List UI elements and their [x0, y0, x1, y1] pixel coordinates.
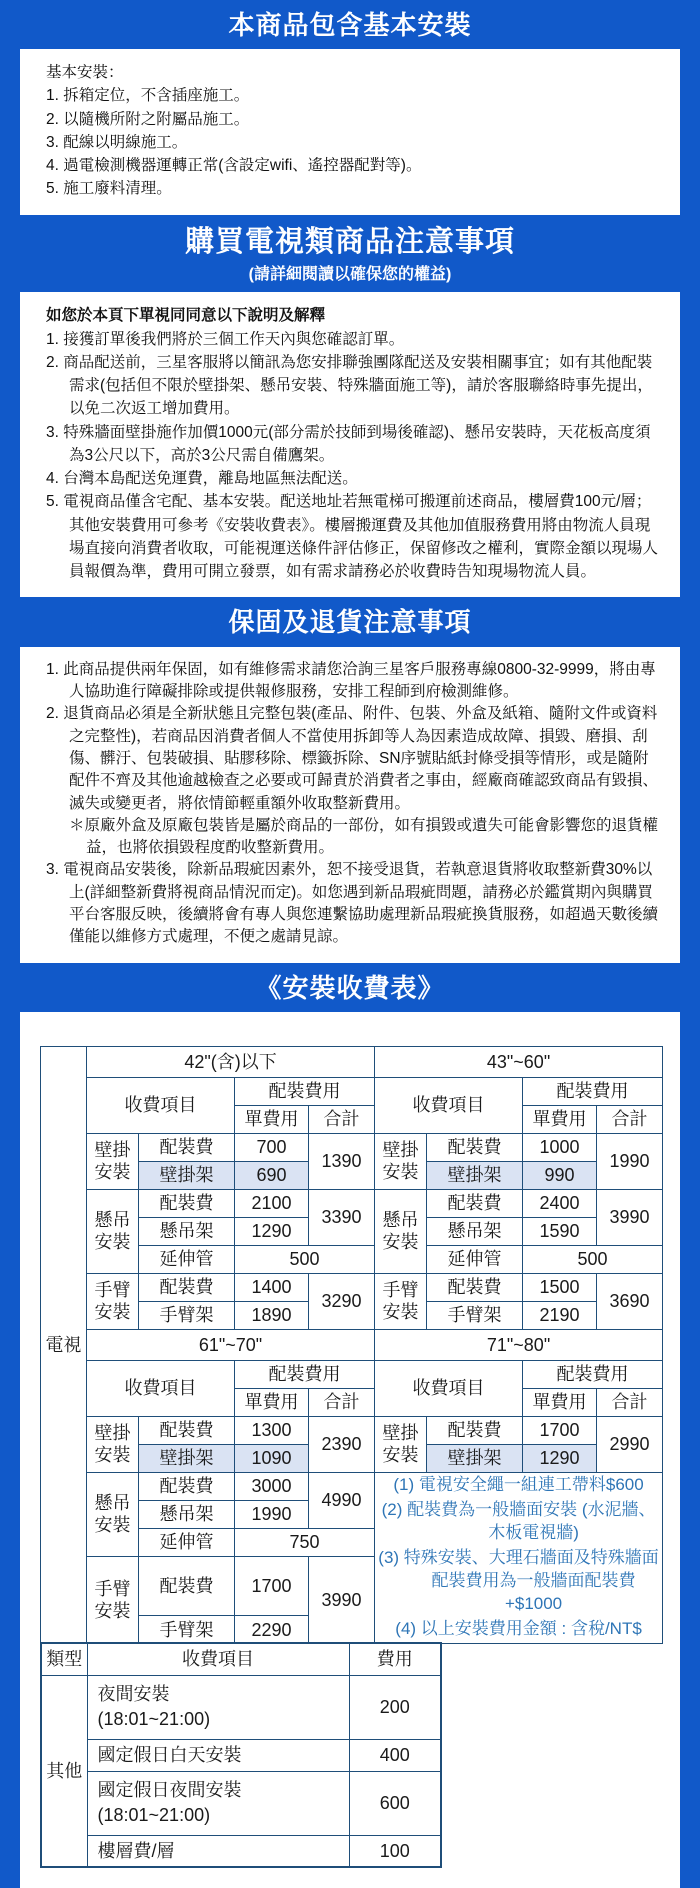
g3-wall-total: 2990	[597, 1416, 663, 1472]
tv-notice-item: 2. 商品配送前，三星客服將以簡訊為您安排聯強團隊配送及安裝相關事宜；如有其他配裝需求(包括但不限於壁掛架、懸吊安裝、特殊牆面施工等)，請於客服聯絡時事先提出，以免二次返工增加費用。	[46, 353, 653, 418]
banner-title-warranty: 保固及退貨注意事項	[228, 607, 472, 638]
wall-bracket-label: 壁掛架	[427, 1444, 523, 1472]
g3-wall-bracket: 1290	[523, 1444, 597, 1472]
fee-note: (1) 電視安全繩一組連工帶料$600	[393, 1474, 644, 1494]
mount-fee-label: 配裝費	[139, 1133, 235, 1161]
col-header-fee: 配裝費用	[523, 1077, 663, 1105]
fee-note: (4) 以上安裝費用金額 : 含稅/NT$	[395, 1618, 642, 1638]
g3-wall-fee: 1700	[523, 1416, 597, 1444]
arm-bracket-label: 手臂架	[139, 1301, 235, 1329]
mount-fee-label: 配裝費	[139, 1416, 235, 1444]
panel-basic-install	[20, 49, 680, 215]
col-header-item: 收費項目	[87, 1077, 235, 1133]
basic-install-heading: 基本安裝：	[46, 64, 124, 82]
g1-ceil-total: 3990	[597, 1189, 663, 1245]
wall-install-label: 壁掛安裝	[87, 1133, 139, 1189]
g2-ceil-total: 4990	[309, 1472, 375, 1528]
other-fee-holiday-day: 400	[349, 1739, 441, 1771]
size-header-71-80: 71"~80"	[375, 1329, 663, 1360]
col-header-item: 收費項目	[87, 1360, 235, 1416]
ceiling-bracket-label: 懸吊架	[427, 1217, 523, 1245]
g0-wall-bracket: 690	[235, 1161, 309, 1189]
g0-ceil-bracket: 1290	[235, 1217, 309, 1245]
panel-warranty	[20, 647, 680, 963]
mount-fee-label: 配裝費	[427, 1416, 523, 1444]
other-type-header: 類型	[41, 1643, 87, 1675]
g1-wall-total: 1990	[597, 1133, 663, 1189]
fee-note: (2) 配裝費為一般牆面安裝 (水泥牆、木板電視牆)	[381, 1499, 656, 1542]
fee-table-main	[40, 1046, 663, 1645]
g1-ext-fee: 500	[523, 1245, 663, 1273]
other-item-header: 收費項目	[87, 1643, 349, 1675]
arm-bracket-label: 手臂架	[139, 1616, 235, 1644]
mount-fee-label: 配裝費	[139, 1273, 235, 1301]
banner-title-fee-table: 《安裝收費表》	[255, 972, 445, 1003]
other-item-time: (18:01~21:00)	[97, 1709, 211, 1730]
g0-wall-total: 1390	[309, 1133, 375, 1189]
other-fee-night: 200	[349, 1675, 441, 1739]
g2-arm-total: 3990	[309, 1556, 375, 1644]
g2-wall-bracket: 1090	[235, 1444, 309, 1472]
mount-fee-label: 配裝費	[427, 1189, 523, 1217]
wall-bracket-label: 壁掛架	[427, 1161, 523, 1189]
col-header-unit: 單費用	[523, 1105, 597, 1133]
g1-arm-total: 3690	[597, 1273, 663, 1329]
g0-wall-fee: 700	[235, 1133, 309, 1161]
tv-notice-item: 4. 台灣本島配送免運費，離島地區無法配送。	[46, 470, 358, 488]
panel-tv-notice	[20, 292, 680, 597]
col-header-item: 收費項目	[375, 1077, 523, 1133]
other-item-name: 國定假日白天安裝	[97, 1744, 242, 1765]
basic-install-item: 3. 配線以明線施工。	[46, 133, 188, 151]
warranty-item: 3. 電視商品安裝後，除新品瑕疵因素外，恕不接受退貨，若執意退貨將收取整新費30%以上(詳細整新費將視商品情況而定)。如您遇到新品瑕疵問題，請務必於鑑賞期內與購買平台客服反映，後續將會有專人與您連繫協助處理新品瑕疵換貨服務，如超過天數後續僅能以維修方式處理，不便之處請見諒。	[46, 861, 659, 946]
size-header-43-60: 43"~60"	[375, 1046, 663, 1077]
ceiling-bracket-label: 懸吊架	[139, 1217, 235, 1245]
fee-table-other	[40, 1642, 442, 1868]
other-item-night	[87, 1675, 349, 1739]
banner-subtitle-tv-notice: (請詳細閱讀以確保您的權益)	[248, 266, 452, 284]
g2-ceil-bracket: 1990	[235, 1500, 309, 1528]
g1-ceil-fee: 2400	[523, 1189, 597, 1217]
g1-arm-fee: 1500	[523, 1273, 597, 1301]
g1-wall-fee: 1000	[523, 1133, 597, 1161]
g2-arm-fee: 1700	[235, 1556, 309, 1616]
fee-note: (3) 特殊安裝、大理石牆面及特殊牆面配裝費用為一般牆面配裝費+$1000	[378, 1547, 659, 1613]
arm-install-label: 手臂安裝	[375, 1273, 427, 1329]
warranty-item: 1. 此商品提供兩年保固，如有維修需求請您洽詢三星客戶服務專線0800-32-9999，將由專人協助進行障礙排除或提供報修服務，安排工程師到府檢測維修。	[46, 660, 656, 700]
basic-install-item: 4. 過電檢測機器運轉正常(含設定wifi、遙控器配對等)。	[46, 157, 422, 175]
other-item-name: 樓層費/層	[97, 1840, 175, 1861]
fee-notes-block	[375, 1472, 663, 1644]
wall-install-label: 壁掛安裝	[375, 1133, 427, 1189]
col-header-fee: 配裝費用	[235, 1077, 375, 1105]
banner-title-basic-install: 本商品包含基本安裝	[228, 10, 472, 40]
col-header-total: 合計	[597, 1388, 663, 1416]
ext-pipe-label: 延伸管	[139, 1528, 235, 1556]
tv-notice-item: 3. 特殊牆面壁掛施作加價1000元(部分需於技師到場後確認)、懸吊安裝時，天花板高度須為3公尺以下，高於3公尺需自備鷹架。	[46, 423, 651, 464]
g1-ceil-bracket: 1590	[523, 1217, 597, 1245]
wall-install-label: 壁掛安裝	[87, 1416, 139, 1472]
ceiling-install-label: 懸吊安裝	[375, 1189, 427, 1273]
col-header-unit: 單費用	[235, 1388, 309, 1416]
other-item-name: 國定假日夜間安裝	[97, 1780, 242, 1801]
tv-notice-item: 5. 電視商品僅含宅配、基本安裝。配送地址若無電梯可搬運前述商品，樓層費100元/層；其他安裝費用可參考《安裝收費表》。樓層搬運費及其他加值服務費用將由物流人員現場直接向消費者收取，可能視運送條件評估修正，保留修改之權利，實際金額以現場人員報價為準，費用可開立發票，如有需求請務必於收費時告知現場物流人員。	[46, 493, 659, 581]
wall-bracket-label: 壁掛架	[139, 1161, 235, 1189]
col-header-total: 合計	[309, 1388, 375, 1416]
other-fee-floor: 100	[349, 1835, 441, 1867]
ceiling-install-label: 懸吊安裝	[87, 1472, 139, 1556]
mount-fee-label: 配裝費	[427, 1133, 523, 1161]
basic-install-item: 5. 施工廢料清理。	[46, 180, 172, 198]
tv-corner-label: 電視	[41, 1046, 87, 1644]
other-item-holiday-night	[87, 1771, 349, 1835]
wall-install-label: 壁掛安裝	[375, 1416, 427, 1472]
g2-ext-fee: 750	[235, 1528, 375, 1556]
g2-wall-total: 2390	[309, 1416, 375, 1472]
mount-fee-label: 配裝費	[427, 1273, 523, 1301]
other-fee-holiday-night: 600	[349, 1771, 441, 1835]
mount-fee-label: 配裝費	[139, 1556, 235, 1616]
g2-arm-bracket: 2290	[235, 1616, 309, 1644]
col-header-unit: 單費用	[523, 1388, 597, 1416]
tv-notice-intro: 如您於本頁下單視同同意以下說明及解釋	[46, 307, 326, 325]
other-item-name: 夜間安裝	[97, 1684, 170, 1705]
arm-bracket-label: 手臂架	[427, 1301, 523, 1329]
other-item-holiday-day	[87, 1739, 349, 1771]
col-header-fee: 配裝費用	[523, 1360, 663, 1388]
panel-fee-table	[20, 1012, 680, 1888]
other-item-time: (18:01~21:00)	[97, 1805, 211, 1826]
col-header-total: 合計	[597, 1105, 663, 1133]
other-fee-header: 費用	[349, 1643, 441, 1675]
size-header-42: 42"(含)以下	[87, 1046, 375, 1077]
ceiling-install-label: 懸吊安裝	[87, 1189, 139, 1273]
col-header-fee: 配裝費用	[235, 1360, 375, 1388]
basic-install-item: 2. 以隨機所附之附屬品施工。	[46, 110, 250, 128]
warranty-item: 2. 退貨商品必須是全新狀態且完整包裝(產品、附件、包裝、外盒及紙箱、隨附文件或資料之完整性)，若商品因消費者個人不當使用拆卸等人為因素造成故障、損毀、磨損、刮傷、髒汙、包裝破損、貼膠移除、標籤拆除、SN序號貼紙封條受損等情形，或是隨附配件不齊及其他逾越檢查之必要或可歸責於消費者之事由，經廠商確認致商品有毀損、滅失或變更者，將依情節輕重額外收取整新費用。	[46, 705, 659, 812]
col-header-item: 收費項目	[375, 1360, 523, 1416]
arm-install-label: 手臂安裝	[87, 1556, 139, 1644]
g0-arm-fee: 1400	[235, 1273, 309, 1301]
basic-install-item: 1. 拆箱定位，不含插座施工。	[46, 87, 250, 105]
col-header-unit: 單費用	[235, 1105, 309, 1133]
other-type-label: 其他	[41, 1675, 87, 1867]
g0-ceil-total: 3390	[309, 1189, 375, 1245]
g1-wall-bracket: 990	[523, 1161, 597, 1189]
banner-title-tv-notice: 購買電視類商品注意事項	[184, 225, 515, 258]
size-header-61-70: 61"~70"	[87, 1329, 375, 1360]
mount-fee-label: 配裝費	[139, 1472, 235, 1500]
g2-ceil-fee: 3000	[235, 1472, 309, 1500]
ext-pipe-label: 延伸管	[427, 1245, 523, 1273]
warranty-note-star: ＊原廠外盒及原廠包裝皆是屬於商品的一部份，如有損毀或遺失可能會影響您的退貨權益，也將依損毀程度酌收整新費用。	[69, 816, 659, 857]
g0-arm-total: 3290	[309, 1273, 375, 1329]
g2-wall-fee: 1300	[235, 1416, 309, 1444]
ceiling-bracket-label: 懸吊架	[139, 1500, 235, 1528]
g0-ext-fee: 500	[235, 1245, 375, 1273]
mount-fee-label: 配裝費	[139, 1189, 235, 1217]
tv-notice-item: 1. 接獲訂單後我們將於三個工作天內與您確認訂單。	[46, 330, 405, 348]
ext-pipe-label: 延伸管	[139, 1245, 235, 1273]
other-item-floor	[87, 1835, 349, 1867]
wall-bracket-label: 壁掛架	[139, 1444, 235, 1472]
g0-ceil-fee: 2100	[235, 1189, 309, 1217]
g1-arm-bracket: 2190	[523, 1301, 597, 1329]
g0-arm-bracket: 1890	[235, 1301, 309, 1329]
arm-install-label: 手臂安裝	[87, 1273, 139, 1329]
col-header-total: 合計	[309, 1105, 375, 1133]
